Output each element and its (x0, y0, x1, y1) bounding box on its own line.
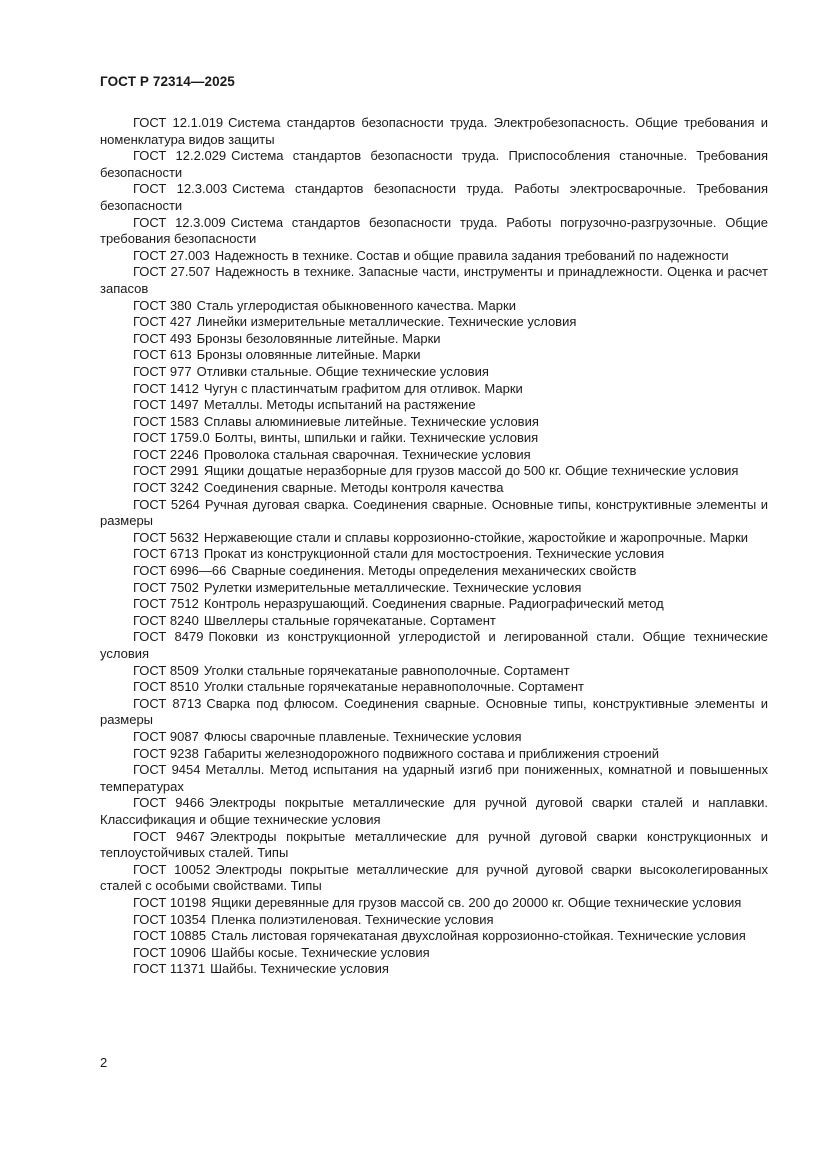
reference-code: ГОСТ 9466 (133, 795, 205, 811)
reference-entry (100, 248, 768, 265)
reference-entry (100, 795, 768, 828)
reference-entry (100, 912, 768, 929)
reference-entry (100, 215, 768, 248)
reference-title: Система стандартов безопасности труда. Работы погрузочно-разгрузочные. Общие требования безопасности (100, 214, 768, 247)
reference-entry (100, 746, 768, 763)
reference-code: ГОСТ 11371 (133, 961, 206, 977)
reference-entry (100, 115, 768, 148)
reference-code: ГОСТ 10354 (133, 911, 207, 927)
reference-entry (100, 945, 768, 962)
reference-entry (100, 663, 768, 680)
reference-entry (100, 829, 768, 862)
reference-code: ГОСТ 12.3.003 (133, 181, 228, 197)
reference-code: ГОСТ 8509 (133, 662, 199, 678)
reference-title: Болты, винты, шпильки и гайки. Технические условия (214, 430, 539, 446)
reference-code: ГОСТ 2991 (133, 463, 199, 479)
reference-entry (100, 314, 768, 331)
reference-entry (100, 895, 768, 912)
reference-title: Контроль неразрушающий. Соединения сварные. Радиографический метод (203, 596, 664, 612)
reference-code: ГОСТ 12.3.009 (133, 214, 226, 230)
reference-code: ГОСТ 977 (133, 363, 192, 379)
reference-entry (100, 430, 768, 447)
reference-code: ГОСТ 6713 (133, 546, 199, 562)
reference-entry (100, 613, 768, 630)
reference-title: Электроды покрытые металлические для ручной дуговой сварки высоколегированных сталей с особыми свойствами. Типы (100, 861, 768, 894)
reference-title: Бронзы оловянные литейные. Марки (196, 347, 421, 363)
reference-code: ГОСТ 5632 (133, 529, 199, 545)
reference-title: Габариты железнодорожного подвижного состава и приближения строений (203, 745, 659, 761)
reference-code: ГОСТ 380 (133, 297, 192, 313)
reference-code: ГОСТ 8240 (133, 612, 199, 628)
reference-title: Уголки стальные горячекатаные неравнополочные. Сортамент (203, 679, 584, 695)
reference-code: ГОСТ 613 (133, 347, 192, 363)
reference-entry (100, 497, 768, 530)
page-number: 2 (100, 1055, 108, 1070)
reference-title: Соединения сварные. Методы контроля качества (203, 480, 504, 496)
reference-title: Ящики деревянные для грузов массой св. 200 до 20000 кг. Общие технические условия (211, 894, 742, 910)
reference-entry (100, 928, 768, 945)
reference-entry (100, 463, 768, 480)
reference-code: ГОСТ 9454 (133, 762, 201, 778)
reference-title: Линейки измерительные металлические. Технические условия (196, 314, 577, 330)
reference-code: ГОСТ 1759.0 (133, 430, 210, 446)
reference-entry (100, 264, 768, 297)
reference-code: ГОСТ 1583 (133, 413, 199, 429)
reference-title: Отливки стальные. Общие технические условия (196, 363, 489, 379)
reference-code: ГОСТ 8713 (133, 695, 202, 711)
normative-references-list (100, 115, 768, 978)
reference-code: ГОСТ 1497 (133, 397, 199, 413)
reference-code: ГОСТ 6996—66 (133, 563, 227, 579)
reference-entry (100, 729, 768, 746)
reference-title: Электроды покрытые металлические для ручной дуговой сварки сталей и наплавки. Классификация и общие технические условия (100, 795, 768, 827)
reference-code: ГОСТ 493 (133, 330, 192, 346)
reference-code: ГОСТ 9087 (133, 728, 199, 744)
reference-entry (100, 364, 768, 381)
reference-code: ГОСТ 9467 (133, 828, 205, 844)
reference-code: ГОСТ 12.2.029 (133, 148, 227, 164)
reference-title: Флюсы сварочные плавленые. Технические условия (203, 728, 522, 744)
reference-entry (100, 181, 768, 214)
reference-entry (100, 298, 768, 315)
reference-title: Швеллеры стальные горячекатаные. Сортамент (203, 612, 496, 628)
reference-code: ГОСТ 27.507 (133, 264, 211, 280)
reference-title: Прокат из конструкционной стали для мостостроения. Технические условия (203, 546, 665, 562)
reference-title: Система стандартов безопасности труда. Работы электросварочные. Требования безопасности (100, 181, 768, 213)
reference-entry (100, 447, 768, 464)
reference-title: Электроды покрытые металлические для ручной дуговой сварки конструкционных и теплоустойчивых сталей. Типы (100, 828, 769, 861)
reference-title: Чугун с пластинчатым графитом для отливок. Марки (203, 380, 523, 396)
reference-entry (100, 148, 768, 181)
reference-entry (100, 480, 768, 497)
reference-title: Сталь листовая горячекатаная двухслойная коррозионно-стойкая. Технические условия (211, 928, 746, 944)
reference-title: Нержавеющие стали и сплавы коррозионно-стойкие, жаростойкие и жаропрочные. Марки (203, 529, 749, 545)
reference-code: ГОСТ 10052 (133, 861, 211, 877)
reference-entry (100, 862, 768, 895)
reference-title: Сплавы алюминиевые литейные. Технические условия (203, 413, 539, 429)
reference-title: Система стандартов безопасности труда. Приспособления станочные. Требования безопасности (100, 148, 768, 180)
reference-entry (100, 762, 768, 795)
reference-title: Надежность в технике. Состав и общие правила задания требований по надежности (214, 247, 729, 263)
reference-code: ГОСТ 12.1.019 (133, 115, 224, 130)
reference-title: Сварка под флюсом. Соединения сварные. Основные типы, конструктивные элементы и размеры (100, 695, 768, 728)
reference-title: Металлы. Метод испытания на ударный изгиб при пониженных, комнатной и повышенных температурах (100, 762, 768, 794)
reference-title: Ручная дуговая сварка. Соединения сварные. Основные типы, конструктивные элементы и размеры (100, 496, 768, 529)
reference-code: ГОСТ 8479 (133, 629, 204, 645)
reference-title: Поковки из конструкционной углеродистой и легированной стали. Общие технические условия (100, 629, 768, 661)
reference-code: ГОСТ 10198 (133, 894, 207, 910)
reference-entry (100, 530, 768, 547)
reference-entry (100, 563, 768, 580)
document-header: ГОСТ Р 72314—2025 (100, 74, 235, 89)
reference-title: Уголки стальные горячекатаные равнополочные. Сортамент (203, 662, 570, 678)
reference-code: ГОСТ 10885 (133, 928, 207, 944)
reference-title: Бронзы безоловянные литейные. Марки (196, 330, 441, 346)
reference-title: Проволока стальная сварочная. Технические условия (203, 446, 531, 462)
reference-entry (100, 961, 768, 978)
reference-entry (100, 546, 768, 563)
reference-code: ГОСТ 7502 (133, 579, 199, 595)
reference-code: ГОСТ 5264 (133, 496, 200, 512)
reference-code: ГОСТ 7512 (133, 596, 199, 612)
reference-title: Рулетки измерительные металлические. Технические условия (203, 579, 582, 595)
reference-title: Шайбы косые. Технические условия (211, 944, 430, 960)
reference-code: ГОСТ 427 (133, 314, 192, 330)
reference-entry (100, 596, 768, 613)
reference-entry (100, 381, 768, 398)
reference-code: ГОСТ 1412 (133, 380, 199, 396)
reference-entry (100, 331, 768, 348)
reference-title: Металлы. Методы испытаний на растяжение (203, 397, 476, 413)
reference-code: ГОСТ 2246 (133, 446, 199, 462)
reference-code: ГОСТ 3242 (133, 480, 199, 496)
reference-title: Ящики дощатые неразборные для грузов массой до 500 кг. Общие технические условия (203, 463, 739, 479)
reference-title: Сварные соединения. Методы определения механических свойств (231, 563, 637, 579)
reference-title: Пленка полиэтиленовая. Технические условия (211, 911, 494, 927)
reference-entry (100, 397, 768, 414)
reference-entry (100, 696, 768, 729)
reference-code: ГОСТ 8510 (133, 679, 199, 695)
reference-entry (100, 347, 768, 364)
reference-code: ГОСТ 10906 (133, 944, 207, 960)
reference-title: Сталь углеродистая обыкновенного качества. Марки (196, 297, 516, 313)
reference-code: ГОСТ 9238 (133, 745, 199, 761)
reference-entry (100, 580, 768, 597)
reference-entry (100, 679, 768, 696)
reference-title: Шайбы. Технические условия (210, 961, 389, 977)
reference-title: Надежность в технике. Запасные части, инструменты и принадлежности. Оценка и расчет запасов (100, 264, 768, 296)
reference-code: ГОСТ 27.003 (133, 247, 210, 263)
reference-entry (100, 414, 768, 431)
reference-entry (100, 629, 768, 662)
reference-title: Система стандартов безопасности труда. Электробезопасность. Общие требования и номенклатура видов защиты (100, 115, 768, 147)
